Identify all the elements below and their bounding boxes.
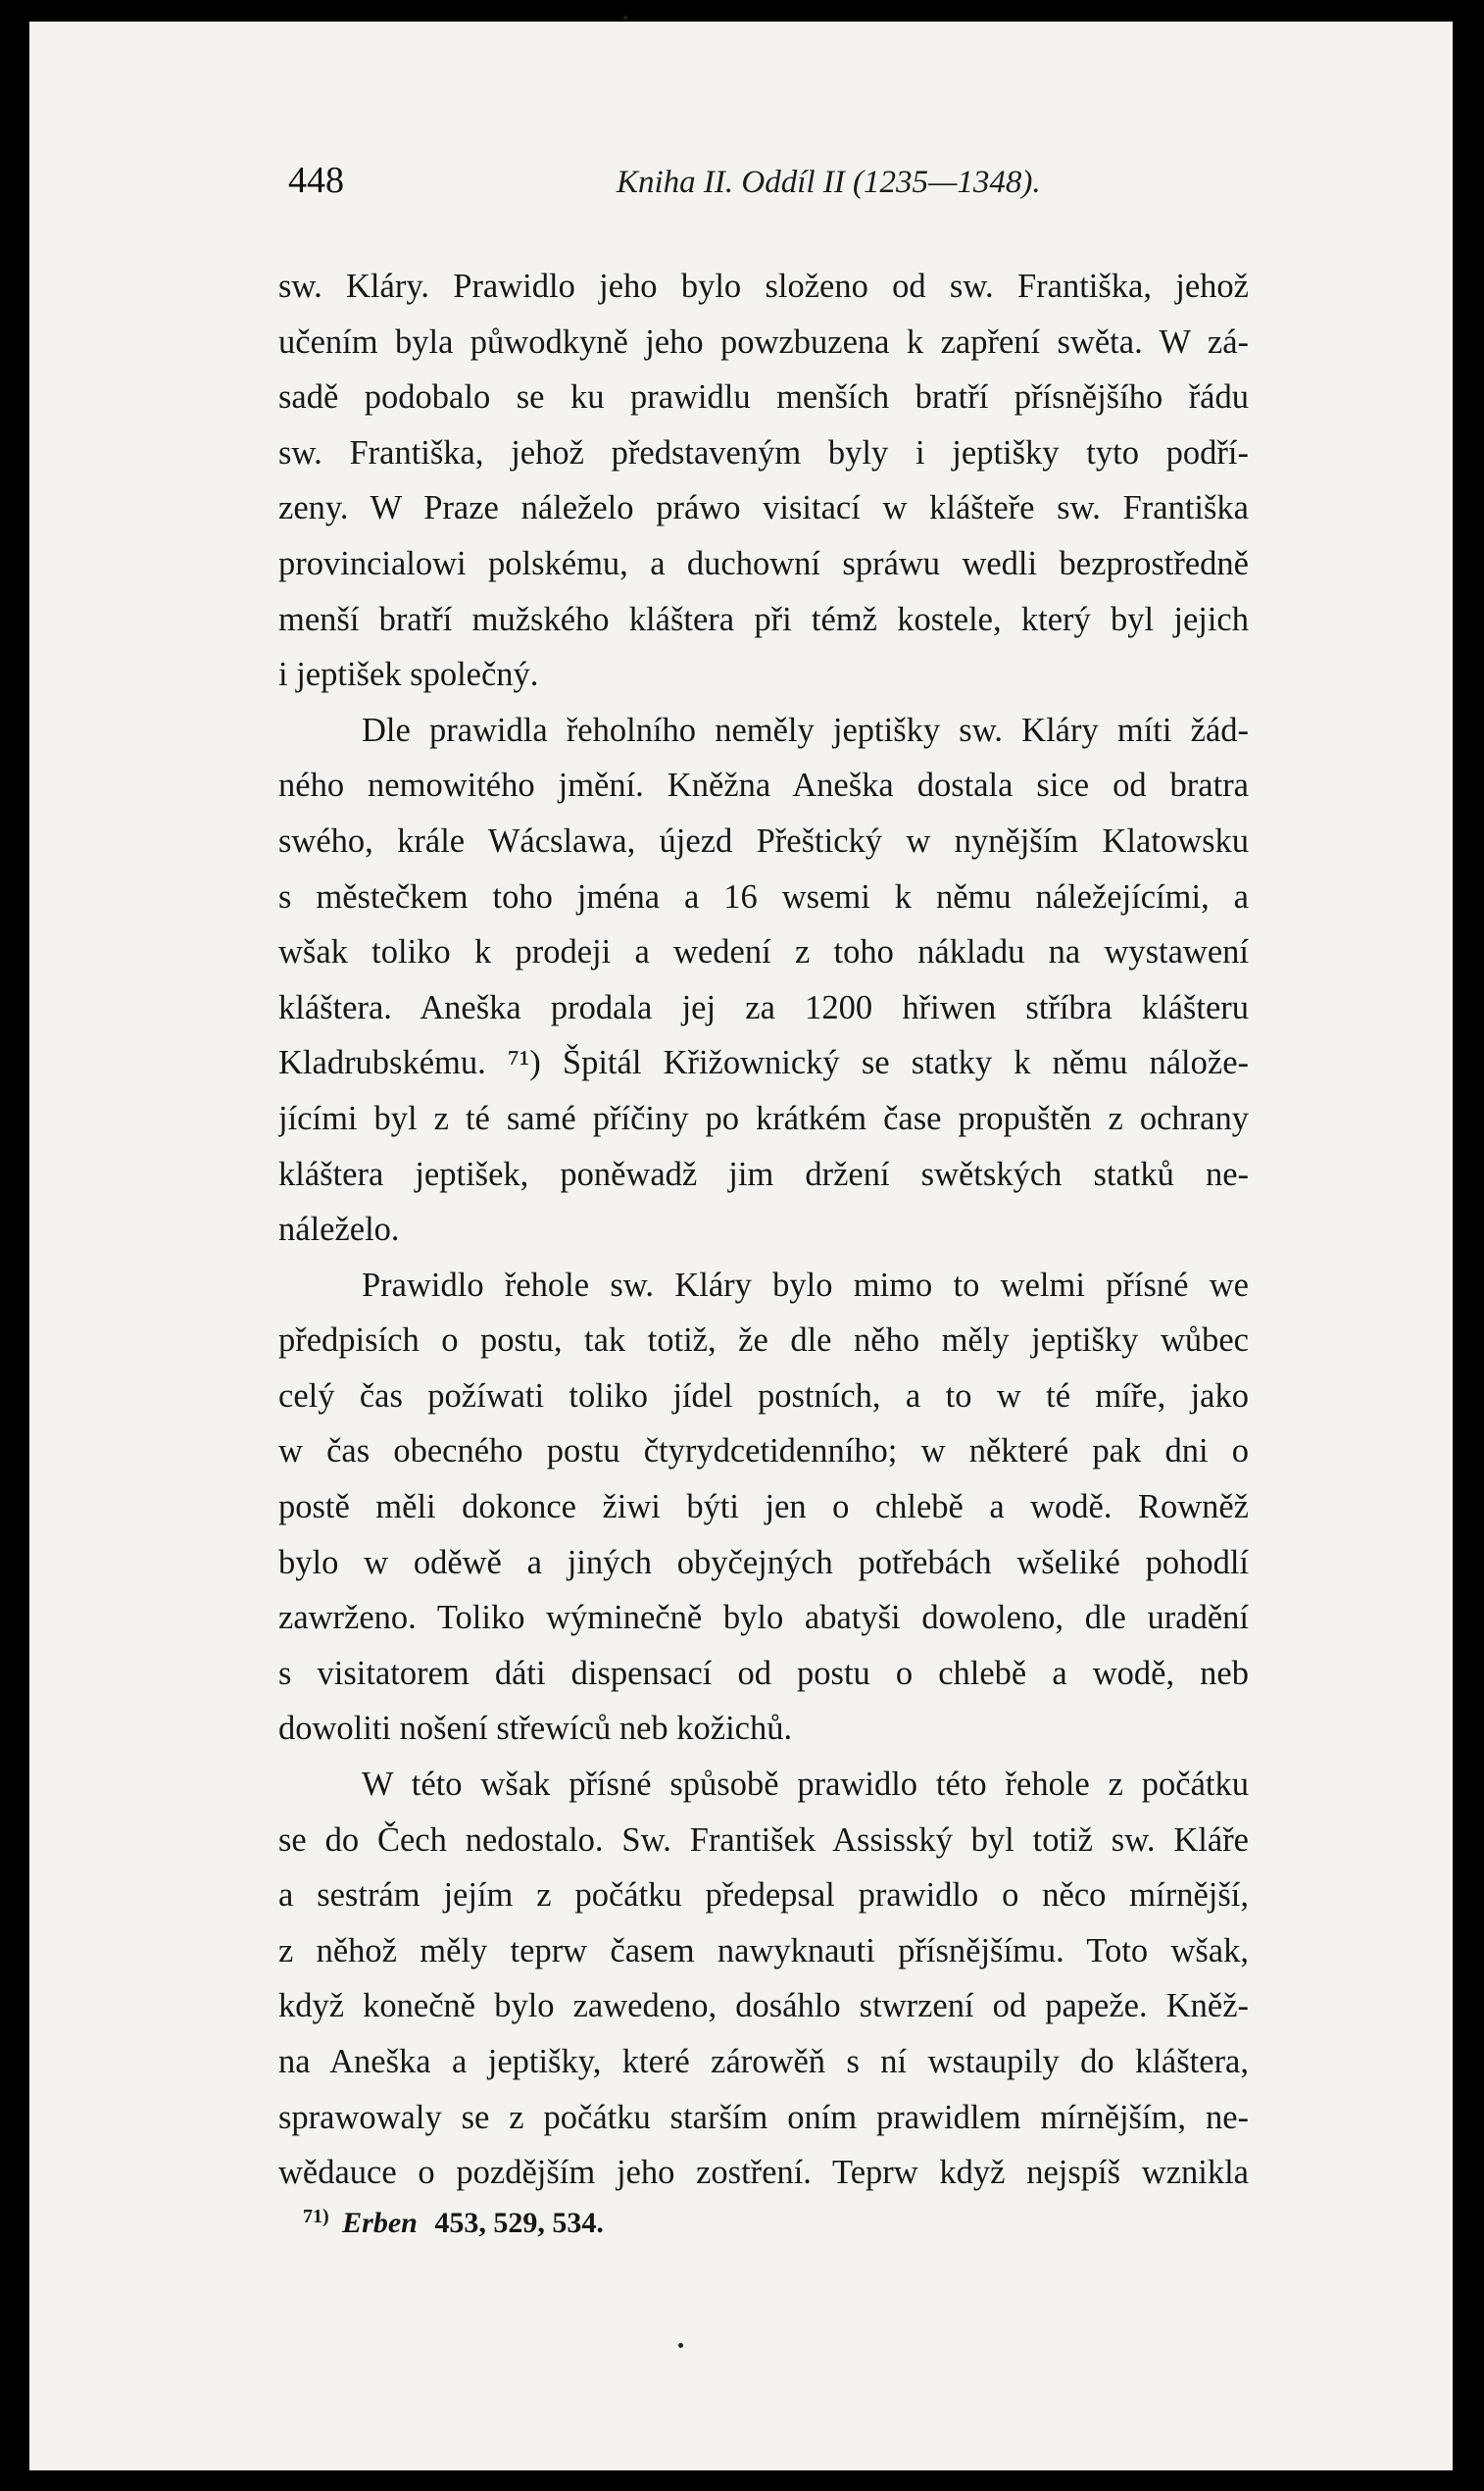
running-head: Kniha II. Oddíl II (1235—1348). (617, 165, 1041, 200)
text-line: i jeptišek společný. (278, 656, 539, 694)
text-line: kláštera. Aneška prodala jej za 1200 hřiwen stříbra klášteru (278, 988, 1249, 1026)
text-line: wědauce o pozdějším jeho zostření. Teprw když nejspíš wznikla (278, 2154, 1249, 2192)
text-line: sw. Františka, jehož představeným byly i jeptišky tyto podří- (278, 433, 1249, 472)
text-line: z něhož měly teprw časem nawyknauti přísnějšímu. Toto wšak, (278, 1931, 1249, 1969)
text-line: swého, krále Wácslawa, újezd Přeštický w nynějším Klatowsku (278, 822, 1249, 860)
text-line: s visitatorem dáti dispensací od postu o chlebě a wodě, neb (278, 1654, 1249, 1692)
text-line: kláštera jeptišek, poněwadž jim držení swětských statků ne- (278, 1155, 1249, 1193)
text-line: ného nemowitého jmění. Kněžna Aneška dostala sice od bratra (278, 767, 1249, 805)
page-header (288, 159, 1249, 208)
text-line: zawrženo. Toliko wýminečně bylo abatyši dowoleno, dle uradění (278, 1599, 1249, 1637)
text-line: na Aneška a jeptišky, které zárowěň s ní wstaupily do kláštera, (278, 2043, 1249, 2080)
text-line: sw. Kláry. Prawidlo jeho bylo složeno od sw. Františka, jehož (278, 268, 1249, 305)
text-line: náleželo. (278, 1211, 400, 1249)
text-line: Dle prawidla řeholního neměly jeptišky sw. Kláry míti žád- (362, 711, 1249, 749)
text-line: dowoliti nošení střewíců neb kožichů. (278, 1710, 793, 1748)
text-line: jícími byl z té samé příčiny po krátkém čase propuštěn z ochrany (278, 1099, 1249, 1137)
text-line: w čas obecného postu čtyrydcetidenního; w některé pak dni o (278, 1432, 1249, 1470)
ink-speck (678, 2343, 683, 2348)
text-line: zeny. W Praze náleželo práwo visitací w klášteře sw. Františka (278, 489, 1249, 527)
text-line: a sestrám jejím z počátku předepsal prawidlo o něco mírnější, (278, 1876, 1249, 1915)
text-line: wšak toliko k prodeji a wedení z toho nákladu na wystawení (278, 933, 1249, 971)
footnote-source: Erben (342, 2207, 418, 2239)
text-line: menší bratří mužského kláštera při témž kostele, který byl jejich (278, 600, 1249, 638)
text-line: se do Čech nedostalo. Sw. František Assisský byl totiž sw. Kláře (278, 1820, 1249, 1859)
text-line: Kladrubskému. ⁷¹) Špitál Křižownický se statky k němu nálože- (278, 1044, 1249, 1082)
body-text (278, 259, 1249, 2201)
text-line: učením byla půwodkyně jeho powzbuzena k zapření swěta. W zá- (278, 323, 1249, 361)
text-line: postě měli dokonce žiwi býti jen o chlebě a wodě. Rowněž (278, 1488, 1249, 1526)
text-line: když konečně bylo zawedeno, dosáhlo stwrzení od papeže. Kněž- (278, 1987, 1249, 2025)
text-line: s městečkem toho jména a 16 wsemi k němu náležejícími, a (278, 877, 1249, 916)
text-line: sadě podobalo se ku prawidlu menších bratří přísnějšího řádu (278, 378, 1249, 417)
text-line: W této wšak přísné spůsobě prawidlo této řehole z počátku (362, 1766, 1249, 1804)
footnote (303, 2206, 604, 2240)
text-line: Prawidlo řehole sw. Kláry bylo mimo to welmi přísné we (362, 1266, 1249, 1304)
ink-speck (623, 16, 627, 20)
text-line: bylo w oděwě a jiných obyčejných potřebách wšeliké pohodlí (278, 1543, 1249, 1581)
footnote-mark: 71) (303, 2206, 329, 2227)
book-page (29, 22, 1453, 2470)
text-line: celý čas požíwati toliko jídel postních, a to w té míře, jako (278, 1376, 1249, 1415)
text-line: provincialowi polskému, a duchowní spráwu wedli bezprostředně (278, 544, 1249, 582)
footnote-pages: 453, 529, 534. (434, 2207, 604, 2239)
text-line: předpisích o postu, tak totiž, že dle něho měly jeptišky wůbec (278, 1321, 1249, 1360)
page-number: 448 (288, 160, 344, 201)
text-line: sprawowaly se z počátku starším oním prawidlem mírnějším, ne- (278, 2098, 1249, 2136)
